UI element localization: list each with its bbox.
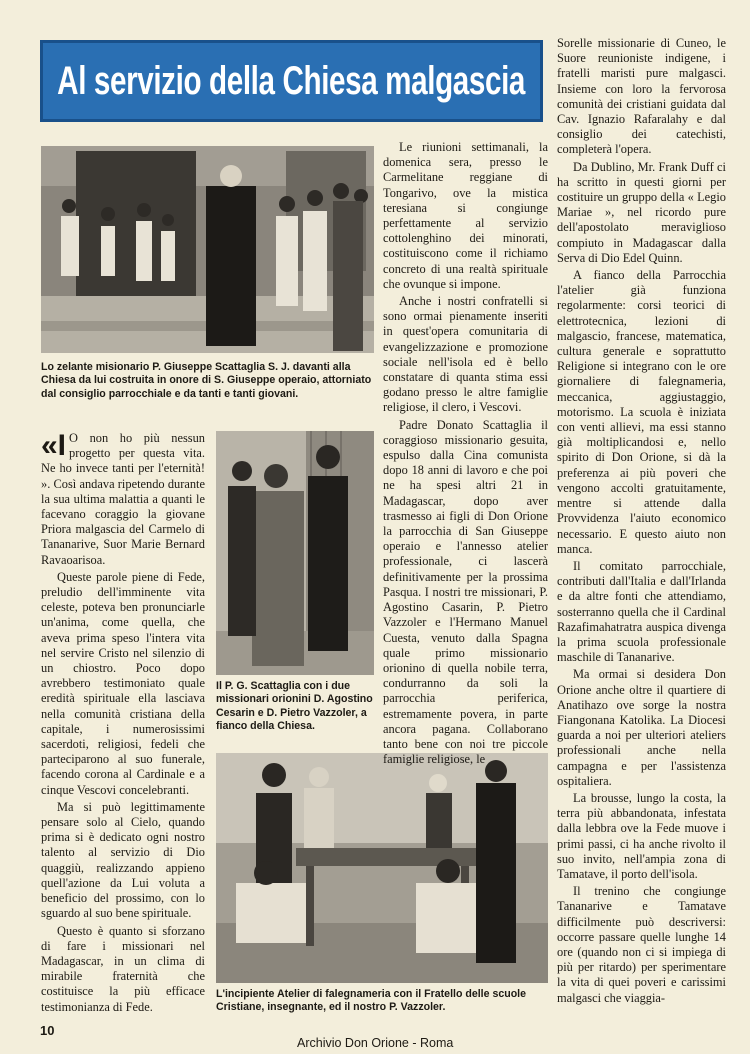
photo-missionaries [216, 431, 374, 675]
paragraph-1 [41, 431, 205, 568]
paragraph-3: Ma si può legittimamente pensare solo al Cielo, quando prima si è dedicato ogni nostro talento al servizio di Dio quaggiù, realizzando appieno quell'azione da Lui voluta a beneficio del prossimo, con lo sguardo al suo bene spirituale. [41, 799, 205, 921]
paragraph-4: Questo è quanto si sforzano di fare i missionari nel Madagascar, in un clima di mirabile fraternità che costituisce la più efficace testimonianza di Fede. [41, 923, 205, 1014]
paragraph-4: Il comitato parrocchiale, contributi dall'Italia e dall'Irlanda e da altre fonti che attendiamo, sosterranno quella che il Cardinal Razafimahatratra auspica divenga la prima scuola professionale maschile di Tananarive. [557, 558, 726, 665]
paragraph-2: Anche i nostri confratelli si sono ormai pienamente inseriti in quest'opera comunitaria di evangelizzazione e promozione sociale nell'isola ed è bello constatare di quanta stima essi godano presso le altre famiglie religiose, il clero, i Vescovi. [383, 294, 548, 415]
title-banner [40, 40, 543, 122]
page-title: Al servizio della Chiesa malgascia [57, 58, 526, 103]
photo-church-group [41, 146, 374, 353]
paragraph-5: Ma ormai si desidera Don Orione anche oltre il quartiere di Anatihazo ove sorge la nostra Fiangonana Katolika. La Diocesi guarda a noi per ulteriori ateliers professionali anche nella campagna e per l'assistenza ospitaliera. [557, 667, 726, 788]
photo-atelier [216, 753, 548, 983]
paragraph-6: La brousse, lungo la costa, la terra più abbandonata, infestata dalla lebbra ove la Fede muove i primi passi, ci ha anche rivolto il suo invito, nell'ampia zona di Tamatave, il porto dell'isola. [557, 790, 726, 881]
caption-photo2: Il P. G. Scattaglia con i due missionari orionini D. Agostino Cesarin e D. Pietro Vazzoler, a fianco della Chiesa. [216, 680, 373, 733]
paragraph-3: Padre Donato Scattaglia il coraggioso missionario gesuita, espulso dalla Cina comunista dopo 18 anni di lavoro e che poi ne ha spesi altri 21 in Madagascar, dopo aver trasmesso ai figli di Don Orione la parrocchia di San Giuseppe operaio e l'annesso atelier professionale, ci lascerà definitivamente per la prossima Pasqua. I nostri tre missionari, P. Agostino Casarin, P. Pietro Vazzoler e l'Hermano Manuel Cuesta, venuto dalla Spagna quale primo missionario orionino di quella nobile terra, condurranno da soli la parrocchia periferica, estremamente povera, in parte ancora pagana. Collaborano tanto bene con noi tre piccole famiglie religiose, le [383, 417, 548, 767]
archive-footer: Archivio Don Orione - Roma [297, 1036, 454, 1050]
paragraph-2: Da Dublino, Mr. Frank Duff ci ha scritto in questi giorni per costituire un gruppo della « Legio Mariae », nel ricordo pure dell'apostolato meraviglioso compiuto in Madagascar dalla Serva di Dio Edel Quinn. [557, 159, 726, 265]
drop-cap: «I [41, 429, 67, 462]
paragraph-2: Queste parole piene di Fede, preludio dell'imminente vita celeste, poteva ben pronunciarle un'anima, come quella, che aveva prima speso l'intera vita nel servire Cristo nel silenzio di un chiostro. Poco dopo avrebbero testimoniato quale eredità spirituale ella lasciava nella comunità cristiana della capitale, i numerosissimi sacerdoti, religiosi, fedeli che parteciparono al suo funerale, facendo corona al Cardinale e a cinque Vescovi concelebranti. [41, 569, 205, 797]
page-number: 10 [40, 1023, 55, 1038]
column-3 [557, 36, 726, 1008]
caption-photo3: L'incipiente Atelier di falegnameria con il Fratello delle scuole Cristiane, insegnante, ed il nostro P. Vazzoler. [216, 988, 527, 1014]
paragraph-1: Le riunioni settimanali, la domenica sera, presso le Carmelitane reggiane di Tongarivo, ove la mistica teresiana si congiunge perfettamente al servizio cottolenghino dei minorati, costituiscono come il richiamo concreto di una realtà spirituale che ovunque si impone. [383, 140, 548, 291]
paragraph-7: Il trenino che congiunge Tananarive e Tamatave difficilmente può descriversi: occorre passare quelle lunghe 14 ore (quando non ci si impiega di più per ritardo) per sperimentare la vita di quei poveri e carissimi malgasci che viaggia- [557, 884, 726, 1005]
paragraph-1-text: O non ho più nessun progetto per questa vita. Ne ho invece tanti per l'eternità! ». Così andava ripetendo durante la sua ultima malattia a quanti le facevano coraggio la giovane Priora malgascia del Carmelo di Tananarive, Suor Marie Bernard Ravaoarisoa. [41, 431, 205, 567]
column-2 [383, 140, 548, 769]
paragraph-1: Sorelle missionarie di Cuneo, le Suore reunioniste indigene, i fratelli maristi pure malgasci. Insieme con loro la fervorosa comunità dei cristiani guidata dal Cav. Ignazio Rafaralahy e dal consiglio dei catechisti, completerà l'opera. [557, 36, 726, 157]
caption-photo1: Lo zelante misionario P. Giuseppe Scattaglia S. J. davanti alla Chiesa da lui costruita in onore di S. Giuseppe operaio, attorniato dal consiglio parrocchiale e da tanti e tanti giovani. [41, 361, 372, 400]
paragraph-3: A fianco della Parrocchia l'atelier già funziona regolarmente: corsi teorici di elettrotecnica, lezioni di malgascio, francese, matematica, cultura generale e soprattutto Religione si integrano con le ore giornaliere di falegnameria, meccanica, aggiustaggio, motorismo. La scuola è iniziata con venti allievi, ma essi stanno già moltiplicandosi e, nello spirito di Don Orione, si dà la preferenza ai più poveri che vengono accolti gratuitamente, mentre si attende dalla Provvidenza l'aiuto economico necessario. E questo aiuto non manca. [557, 268, 726, 556]
column-1 [41, 431, 205, 1017]
